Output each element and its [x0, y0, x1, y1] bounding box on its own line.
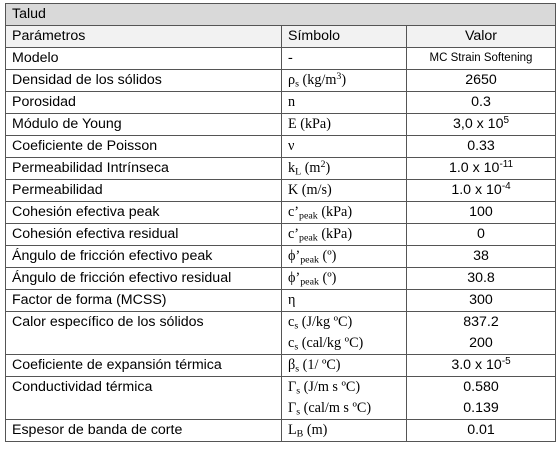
symbol-line: [288, 312, 400, 333]
value-line: 0.580: [463, 379, 499, 395]
table-row: [6, 355, 556, 377]
parameter-cell: Modelo: [6, 48, 282, 70]
symbol-superscript: 2: [320, 159, 326, 171]
symbol-cell: [282, 312, 407, 355]
symbol-subscript: s: [296, 385, 301, 397]
parameter-cell: Módulo de Young: [6, 114, 282, 136]
value-cell: [407, 355, 556, 377]
symbol-unit: (cal/m s ºC): [300, 400, 372, 416]
symbol-cell: [282, 377, 407, 420]
symbol-unit: (m: [301, 160, 321, 176]
symbol-cell: η: [282, 290, 407, 312]
symbol-main: c: [288, 314, 295, 330]
table-header-row: [6, 26, 556, 48]
value-base: 3,0 x 10: [452, 116, 504, 132]
parameter-cell: Densidad de los sólidos: [6, 70, 282, 92]
symbol-main: ρ: [288, 72, 296, 88]
parameter-cell: Ángulo de fricción efectivo residual: [6, 268, 282, 290]
symbol-cell: ν: [282, 136, 407, 158]
value-line: 0.139: [463, 400, 499, 416]
symbol-main: c: [288, 335, 295, 351]
symbol-subscript: peak: [299, 232, 318, 244]
symbol-cell: K (m/s): [282, 180, 407, 202]
symbol-unit: (º): [318, 248, 337, 264]
symbol-cell: [282, 268, 407, 290]
table-title: Talud: [6, 4, 556, 26]
value-cell: 100: [407, 202, 556, 224]
symbol-unit: (kPa): [317, 204, 353, 220]
table-row: [6, 290, 556, 312]
value-cell: 0.33: [407, 136, 556, 158]
table-row: [6, 202, 556, 224]
symbol-cell: -: [282, 48, 407, 70]
symbol-end: ): [341, 72, 347, 88]
symbol-line: [288, 377, 400, 398]
value-line: 837.2: [463, 314, 499, 330]
value-base: 1.0 x 10: [451, 182, 502, 198]
symbol-main: Γ: [288, 379, 297, 395]
symbol-subscript: peak: [300, 254, 319, 266]
value-cell: [407, 180, 556, 202]
symbol-subscript: peak: [299, 210, 318, 222]
symbol-main: β: [288, 357, 296, 373]
symbol-cell: [282, 224, 407, 246]
symbol-unit: (cal/kg ºC): [298, 335, 364, 351]
parameter-cell: Coeficiente de expansión térmica: [6, 355, 282, 377]
table-row: [6, 180, 556, 202]
parameter-cell: Cohesión efectiva peak: [6, 202, 282, 224]
parameters-table: [5, 3, 556, 442]
value-exponent: -11: [499, 159, 514, 171]
value-cell: 0.01: [407, 420, 556, 442]
value-cell: 38: [407, 246, 556, 268]
symbol-unit: (kg/m: [298, 72, 337, 88]
table-row: [6, 268, 556, 290]
value-cell: 300: [407, 290, 556, 312]
parameter-cell: Calor específico de los sólidos: [6, 312, 282, 355]
symbol-subscript: peak: [300, 276, 319, 288]
symbol-end: ): [325, 160, 331, 176]
table-row: [6, 420, 556, 442]
symbol-unit: (m): [303, 422, 328, 438]
symbol-subscript: s: [294, 341, 299, 353]
symbol-cell: [282, 70, 407, 92]
parameter-cell: Coeficiente de Poisson: [6, 136, 282, 158]
symbol-unit: (º): [318, 270, 337, 286]
table-row: [6, 70, 556, 92]
parameter-cell: Conductividad térmica: [6, 377, 282, 420]
symbol-main: c’: [288, 204, 300, 220]
symbol-main: L: [288, 422, 297, 438]
symbol-subscript: L: [295, 166, 302, 178]
parameter-cell: Factor de forma (MCSS): [6, 290, 282, 312]
symbol-unit: (kPa): [317, 226, 353, 242]
symbol-main: k: [288, 160, 296, 176]
table-row: [6, 114, 556, 136]
symbol-unit: (J/m s ºC): [300, 379, 361, 395]
table-title-row: [6, 4, 556, 26]
table-row: [6, 312, 556, 355]
header-symbol: Símbolo: [282, 26, 407, 48]
symbol-superscript: 3: [336, 71, 342, 83]
symbol-cell: [282, 202, 407, 224]
value-cell: [407, 158, 556, 180]
value-cell: [407, 114, 556, 136]
value-line: 200: [469, 335, 493, 351]
symbol-cell: E (kPa): [282, 114, 407, 136]
symbol-line: [288, 333, 400, 354]
table-row: [6, 224, 556, 246]
value-cell: 2650: [407, 70, 556, 92]
symbol-main: c’: [288, 226, 300, 242]
symbol-subscript: B: [296, 428, 304, 440]
table-row: [6, 136, 556, 158]
symbol-cell: [282, 420, 407, 442]
value-exponent: -5: [501, 356, 511, 368]
symbol-subscript: s: [296, 406, 301, 418]
symbol-cell: [282, 355, 407, 377]
symbol-cell: [282, 246, 407, 268]
symbol-cell: n: [282, 92, 407, 114]
table-row: [6, 377, 556, 420]
value-cell: 30.8: [407, 268, 556, 290]
value-exponent: -4: [501, 181, 511, 193]
table-row: [6, 158, 556, 180]
value-cell: [407, 312, 556, 355]
parameter-cell: Porosidad: [6, 92, 282, 114]
symbol-main: ϕ’: [288, 248, 301, 264]
table-row: [6, 48, 556, 70]
table-row: [6, 246, 556, 268]
table-row: [6, 92, 556, 114]
value-cell: [407, 377, 556, 420]
parameter-cell: Espesor de banda de corte: [6, 420, 282, 442]
symbol-unit: (1/ ºC): [299, 357, 341, 373]
symbol-cell: [282, 158, 407, 180]
symbol-line: [288, 398, 400, 419]
symbol-main: ϕ’: [288, 270, 301, 286]
symbol-subscript: s: [295, 78, 299, 90]
symbol-subscript: s: [294, 320, 299, 332]
header-value: Valor: [407, 26, 556, 48]
value-cell: MC Strain Softening: [407, 48, 556, 70]
value-cell: 0.3: [407, 92, 556, 114]
value-cell: 0: [407, 224, 556, 246]
symbol-subscript: s: [295, 363, 300, 375]
parameter-cell: Ángulo de fricción efectivo peak: [6, 246, 282, 268]
header-parameter: Parámetros: [6, 26, 282, 48]
value-base: 1.0 x 10: [448, 160, 500, 176]
parameter-cell: Permeabilidad: [6, 180, 282, 202]
value-exponent: 5: [503, 115, 509, 127]
value-base: 3.0 x 10: [451, 357, 502, 373]
parameter-cell: Cohesión efectiva residual: [6, 224, 282, 246]
symbol-main: Γ: [288, 400, 297, 416]
parameter-cell: Permeabilidad Intrínseca: [6, 158, 282, 180]
symbol-unit: (J/kg ºC): [298, 314, 353, 330]
